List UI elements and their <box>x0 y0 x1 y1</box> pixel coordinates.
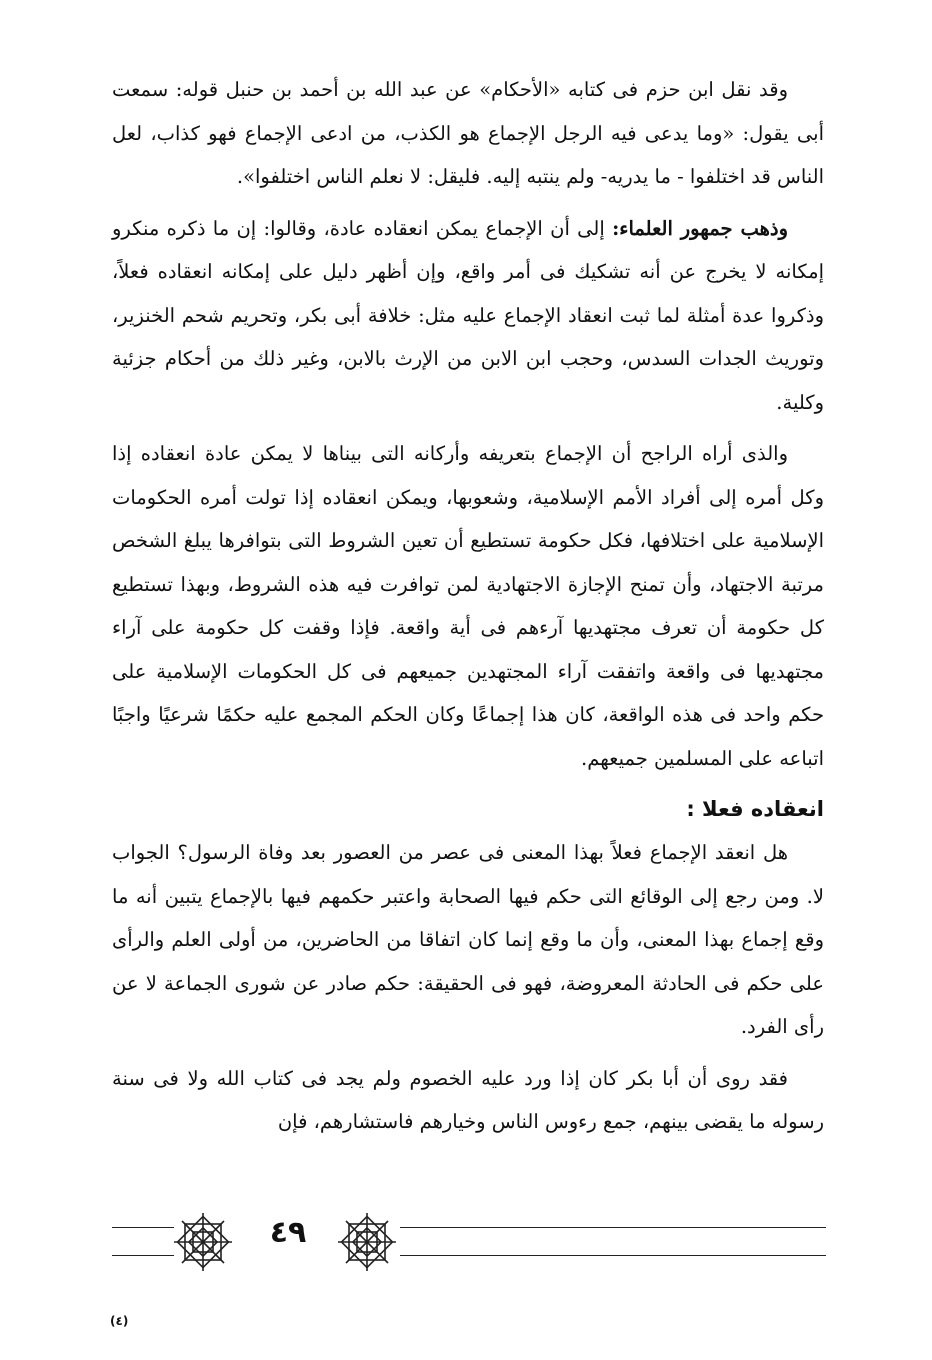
footer-rule-right-bottom <box>400 1255 826 1256</box>
octagram-star-ornament-icon <box>172 1211 234 1273</box>
paragraph-majority-view <box>112 207 824 425</box>
signature-mark: (٤) <box>110 1314 129 1328</box>
paragraph-ibn-hazm-quote: وقد نقل ابن حزم فى كتابه «الأحكام» عن عبد الله بن أحمد بن حنبل قوله: سمعت أبى يقول: «وما يدعى فيه الرجل الإجماع هو الكذب، من ادعى الإجماع فهو كذاب، لعل الناس قد اختلفوا - ما يدريه- ولم ينتبه إليه. فليقل: لا نعلم الناس اختلفوا». <box>112 78 824 188</box>
page-footer <box>0 1205 932 1285</box>
paragraph-author-opinion: والذى أراه الراجح أن الإجماع بتعريفه وأركانه التى بيناها لا يمكن عادة انعقاده إذا وكل أمره إلى أفراد الأمم الإسلامية، وشعوبها، ويمكن انعقاده إذا تولت أمره الحكومات الإسلامية على اختلافها، فكل حكومة تستطيع أن تعين الشروط التى بتوافرها يبلغ الشخص مرتبة الاجتهاد، وأن تمنح الإجازة الاجتهادية لمن توافرت فيه هذه الشروط، وبهذا تستطيع كل حكومة أن تعرف مجتهديها آرءهم فى أية واقعة. فإذا وقفت كل حكومة على آراء مجتهديها فى واقعة واتفقت آراء المجتهدين جميعهم فى كل الحكومات الإسلامية على حكم واحد فى هذه الواقعة، كان هذا إجماعًا وكان الحكم المجمع عليه حكمًا شرعيًا واجبًا اتباعه على المسلمين جميعهم. <box>112 442 824 770</box>
paragraph-majority-text: إلى أن الإجماع يمكن انعقاده عادة، وقالوا: إن ما ذكره منكرو إمكانه لا يخرج عن أنه تشكيك فى أمر واقع، وإن أظهر دليل على إمكانه انعقاده فعلاً، وذكروا عدة أمثلة لما ثبت انعقاد الإجماع عليه مثل: خلافة أبى بكر، وتحريم شحم الخنزير، وتوريث الجدات السدس، وحجب ابن الابن من الإرث بالابن، وغير ذلك من أحكام جزئية وكلية. <box>112 216 824 414</box>
footer-rule-left-top <box>112 1227 174 1228</box>
footer-rule-right-top <box>400 1227 826 1228</box>
body-text <box>112 68 824 1152</box>
paragraph-question-answer: هل انعقد الإجماع فعلاً بهذا المعنى فى عصر من العصور بعد وفاة الرسول؟ الجواب لا. ومن رجع إلى الوقائع التى حكم فيها الصحابة واعتبر حكمهم فيها بالإجماع يتبين أنه ما وقع إجماع بهذا المعنى، وأن ما وقع إنما كان اتفاقا من الحاضرين، من أولى العلم والرأى على حكم فى الحادثة المعروضة، فهو فى الحقيقة: حكم صادر عن شورى الجماعة لا عن رأى الفرد. <box>112 841 824 1038</box>
page-number: ٤٩ <box>269 1215 307 1250</box>
section-heading: انعقاده فعلا : <box>686 797 824 821</box>
footer-rule-left-bottom <box>112 1255 174 1256</box>
bold-lead-majority: وذهب جمهور العلماء: <box>612 216 788 240</box>
paragraph-abu-bakr: فقد روى أن أبا بكر كان إذا ورد عليه الخصوم ولم يجد فى كتاب الله ولا فى سنة رسوله ما يقضى بينهم، جمع رءوس الناس وخيارهم فاستشارهم، فإن <box>112 1066 824 1133</box>
octagram-star-ornament-icon <box>336 1211 398 1273</box>
